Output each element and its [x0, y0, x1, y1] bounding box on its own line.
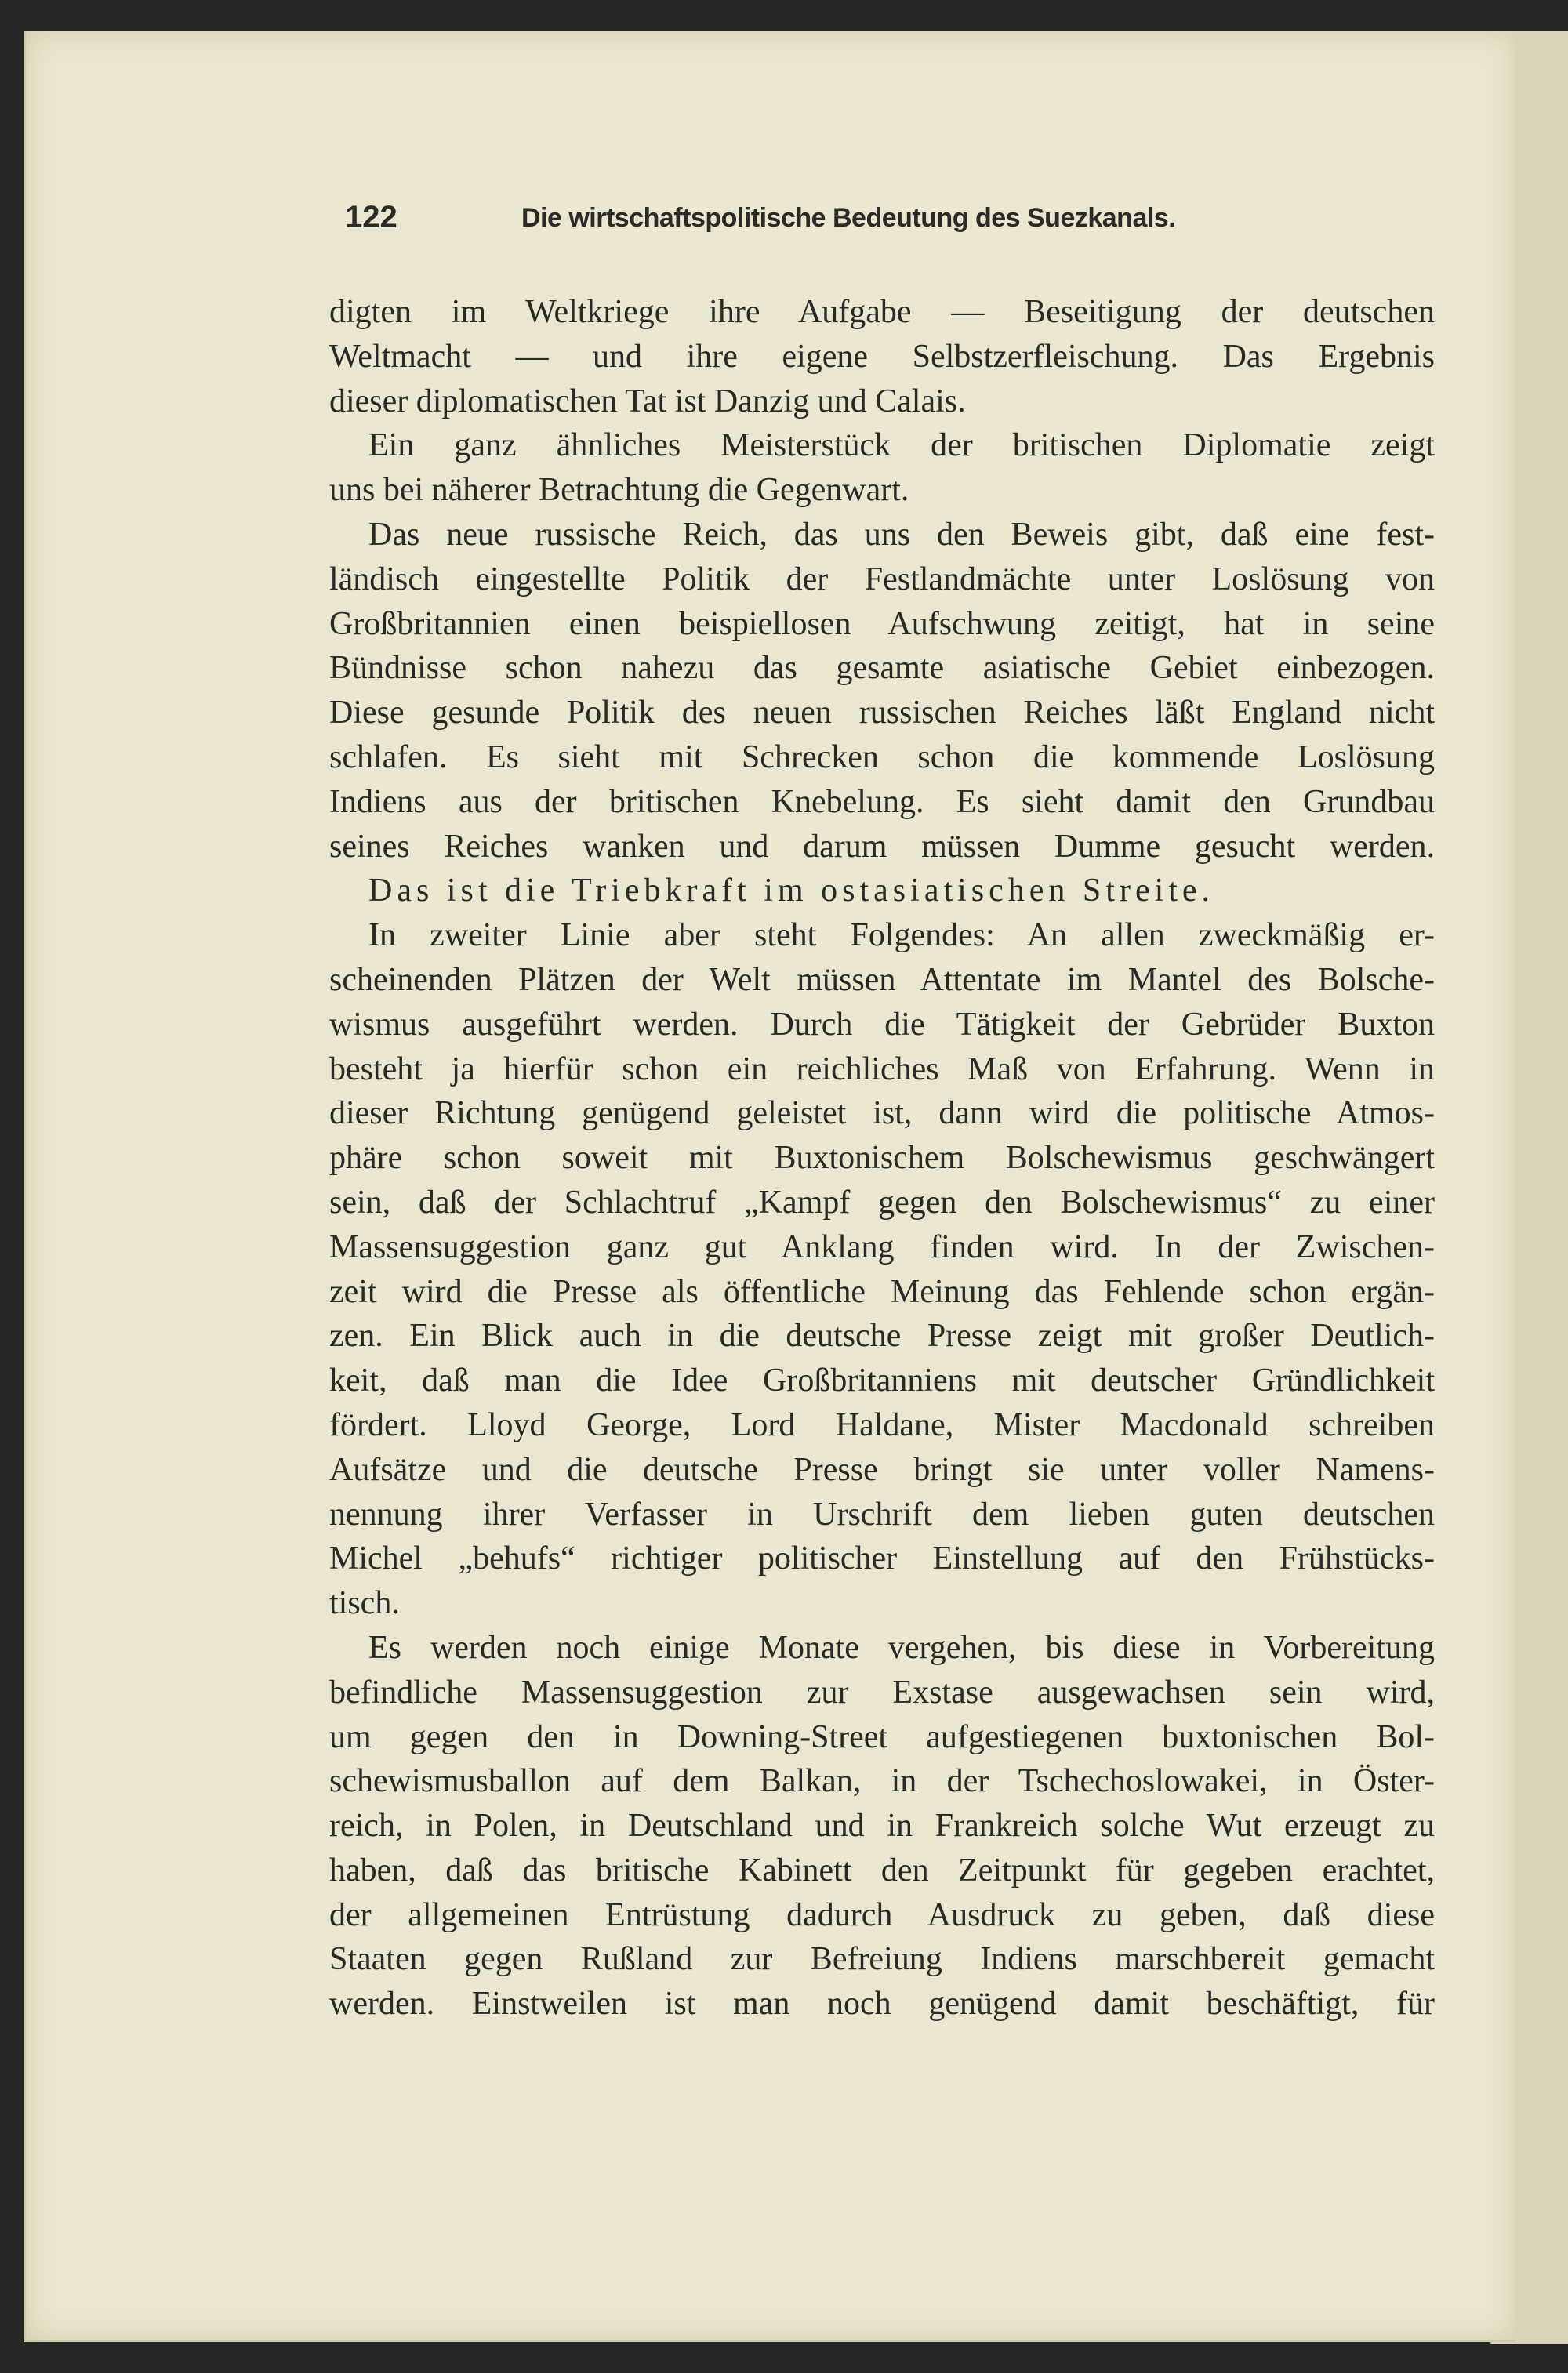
emphasized-line: Das ist die Triebkraft im ostasiatischen Streite.: [368, 873, 1215, 909]
text-line: Großbritannien einen beispiellosen Aufschwung zeitigt, hat in seine: [329, 605, 1435, 642]
text-line: Bündnisse schon nahezu das gesamte asiatische Gebiet einbezogen.: [329, 650, 1435, 687]
text-line: zen. Ein Blick auch in die deutsche Presse zeigt mit großer Deutlich-: [329, 1318, 1435, 1355]
text-line: Ein ganz ähnliches Meisterstück der britischen Diplomatie zeigt: [368, 427, 1435, 464]
text-line: keit, daß man die Idee Großbritanniens mit deutscher Gründlichkeit: [329, 1362, 1435, 1399]
text-line: wismus ausgeführt werden. Durch die Tätigkeit der Gebrüder Buxton: [329, 1006, 1435, 1043]
text-line: dieser diplomatischen Tat ist Danzig und Calais.: [329, 383, 966, 419]
text-line: zeit wird die Presse als öffentliche Meinung das Fehlende schon ergän-: [329, 1273, 1435, 1310]
text-line: schewismusballon auf dem Balkan, in der Tschechoslowakei, in Öster-: [329, 1763, 1435, 1800]
text-line: der allgemeinen Entrüstung dadurch Ausdruck zu geben, daß diese: [329, 1896, 1435, 1933]
text-line: nennung ihrer Verfasser in Urschrift dem lieben guten deutschen: [329, 1496, 1435, 1533]
text-line: uns bei näherer Betrachtung die Gegenwart.: [329, 472, 909, 509]
text-line: fördert. Lloyd George, Lord Haldane, Mister Macdonald schreiben: [329, 1406, 1435, 1443]
text-line: haben, daß das britische Kabinett den Zeitpunkt für gegeben erachtet,: [329, 1852, 1435, 1889]
running-title: Die wirtschaftspolitische Bedeutung des Suezkanals.: [521, 203, 1176, 233]
text-line: um gegen den in Downing-Street aufgestiegenen buxtonischen Bol-: [329, 1718, 1435, 1755]
text-line: phäre schon soweit mit Buxtonischem Bolschewismus geschwängert: [329, 1140, 1435, 1177]
text-line: Weltmacht — und ihre eigene Selbstzerfleischung. Das Ergebnis: [329, 338, 1435, 375]
text-line: ländisch eingestellte Politik der Festlandmächte unter Loslösung von: [329, 561, 1435, 597]
text-line: werden. Einstweilen ist man noch genügend damit beschäftigt, für: [329, 1986, 1435, 2023]
running-header: [345, 200, 1443, 247]
text-line: scheinenden Plätzen der Welt müssen Attentate im Mantel des Bolsche-: [329, 961, 1435, 998]
text-line: dieser Richtung genügend geleistet ist, dann wird die politische Atmos-: [329, 1095, 1435, 1132]
text-line: Staaten gegen Rußland zur Befreiung Indiens marschbereit gemacht: [329, 1941, 1435, 1978]
text-line: sein, daß der Schlachtruf „Kampf gegen den Bolschewismus“ zu einer: [329, 1184, 1435, 1221]
body-text: [329, 290, 1435, 2026]
text-line: schlafen. Es sieht mit Schrecken schon die kommende Loslösung: [329, 738, 1435, 775]
text-line: tisch.: [329, 1585, 400, 1622]
text-line: befindliche Massensuggestion zur Exstase ausgewachsen sein wird,: [329, 1674, 1435, 1711]
text-line: Michel „behufs“ richtiger politischer Einstellung auf den Frühstücks-: [329, 1540, 1435, 1577]
text-line: digten im Weltkriege ihre Aufgabe — Beseitigung der deutschen: [329, 294, 1435, 330]
text-line: Aufsätze und die deutsche Presse bringt sie unter voller Namens-: [329, 1451, 1435, 1488]
text-line: Diese gesunde Politik des neuen russischen Reiches läßt England nicht: [329, 695, 1435, 731]
text-line: Massensuggestion ganz gut Anklang finden wird. In der Zwischen-: [329, 1228, 1435, 1265]
text-line: reich, in Polen, in Deutschland und in Frankreich solche Wut erzeugt zu: [329, 1808, 1435, 1845]
text-line: Indiens aus der britischen Knebelung. Es sieht damit den Grundbau: [329, 783, 1435, 820]
text-line: Das neue russische Reich, das uns den Beweis gibt, daß eine fest-: [368, 516, 1435, 553]
text-line: In zweiter Linie aber steht Folgendes: An allen zweckmäßig er-: [368, 917, 1435, 954]
text-line: besteht ja hierfür schon ein reichliches Maß von Erfahrung. Wenn in: [329, 1050, 1435, 1087]
text-line: Es werden noch einige Monate vergehen, bis diese in Vorbereitung: [368, 1629, 1435, 1666]
text-line: seines Reiches wanken und darum müssen Dumme gesucht werden.: [329, 828, 1435, 865]
page-number: 122: [345, 200, 397, 234]
